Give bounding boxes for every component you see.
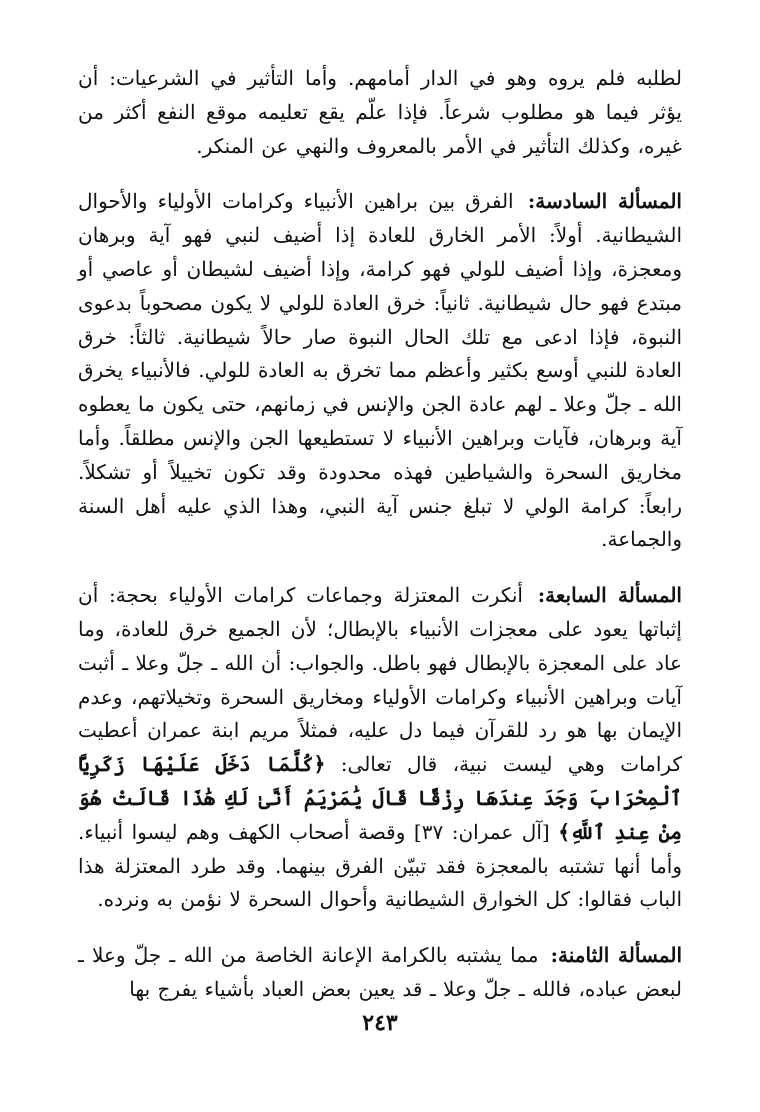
- page-number: ٢٤٣: [362, 1010, 398, 1036]
- masala-7-heading: المسألة السابعة:: [537, 583, 682, 608]
- paragraph-1-text: لطلبه فلم يروه وهو في الدار أمامهم. وأما التأثير في الشرعيات: أن يؤثر فيما هو مطلوب شرعاً. فإذا علّم يقع تعليمه موقع النفع أكثر من غيره، وكذلك التأثير في الأمر بالمعروف والنهي عن المنكر.: [78, 66, 682, 158]
- paragraph-1: [78, 62, 682, 163]
- masala-8-heading: المسألة الثامنة:: [550, 943, 683, 968]
- paragraph-masala-8: [78, 939, 682, 1007]
- paragraph-masala-7: [78, 579, 682, 917]
- quran-verse: ﴿كُلَّمَا دَخَلَ عَلَيْهَا زَكَرِيَّا ٱلْمِحْرَابَ وَجَدَ عِندَهَا رِزْقًا قَالَ يَٰمَرْيَمُ أَنَّىٰ لَكِ هَٰذَا قَالَتْ هُوَ مِنْ عِندِ ٱللَّهِ﴾: [78, 752, 682, 844]
- masala-6-text: الفرق بين براهين الأنبياء وكرامات الأولياء والأحوال الشيطانية. أولاً: الأمر الخارق للعادة إذا أضيف لنبي فهو آية وبرهان ومعجزة، وإذا أضيف للولي فهو كرامة، وإذا أضيف لشيطان أو عاصي أو مبتدع فهو حال شيطانية. ثانياً: خرق العادة للولي لا يكون مصحوباً بدعوى النبوة، فإذا ادعى مع تلك الحال النبوة صار حالاً شيطانية. ثالثاً: خرق العادة للنبي أوسع بكثير وأعظم مما تخرق به العادة للولي. فالأنبياء يخرق الله ـ جلّ وعلا ـ لهم عادة الجن والإنس في زمانهم، حتى يكون ما يعطوه آية وبرهان، فآيات وبراهين الأنبياء لا تستطيعها الجن والإنس مطلقاً. وأما مخاريق السحرة والشياطين فهذه محدودة وقد تكون تخييلاً أو تشكلاً. رابعاً: كرامة الولي لا تبلغ جنس آية النبي، وهذا الذي عليه أهل السنة والجماعة.: [78, 189, 682, 552]
- masala-8-text: مما يشتبه بالكرامة الإعانة الخاصة من الله ـ جلّ وعلا ـ لبعض عباده، فالله ـ جلّ وعلا ـ قد يعين بعض العباد بأشياء يفرج بها: [78, 943, 682, 1001]
- paragraph-masala-6: [78, 185, 682, 557]
- masala-6-heading: المسألة السادسة:: [527, 189, 682, 214]
- masala-7-text-after: [آل عمران: ٣٧] وقصة أصحاب الكهف وهم ليسوا أنبياء. وأما أنها تشتبه بالمعجزة فقد تبيّن الفرق بينهما. وقد طرد المعتزلة هذا الباب فقالوا: كل الخوارق الشيطانية وأحوال السحرة لا نؤمن به ونرده.: [78, 819, 682, 912]
- masala-7-text-before: أنكرت المعتزلة وجماعات كرامات الأولياء بحجة: أن إثباتها يعود على معجزات الأنبياء بالإبطال؛ لأن الجميع خرق للعادة، وما عاد على المعجزة بالإبطال فهو باطل. والجواب: أن الله ـ جلّ وعلا ـ أثبت آيات وبراهين الأنبياء وكرامات الأولياء ومخاريق السحرة وتخيلاتهم، وعدم الإيمان بها هو رد للقرآن فيما دل عليه، فمثلاً مريم ابنة عمران أعطيت كرامات وهي ليست نبية، قال تعالى:: [78, 583, 682, 777]
